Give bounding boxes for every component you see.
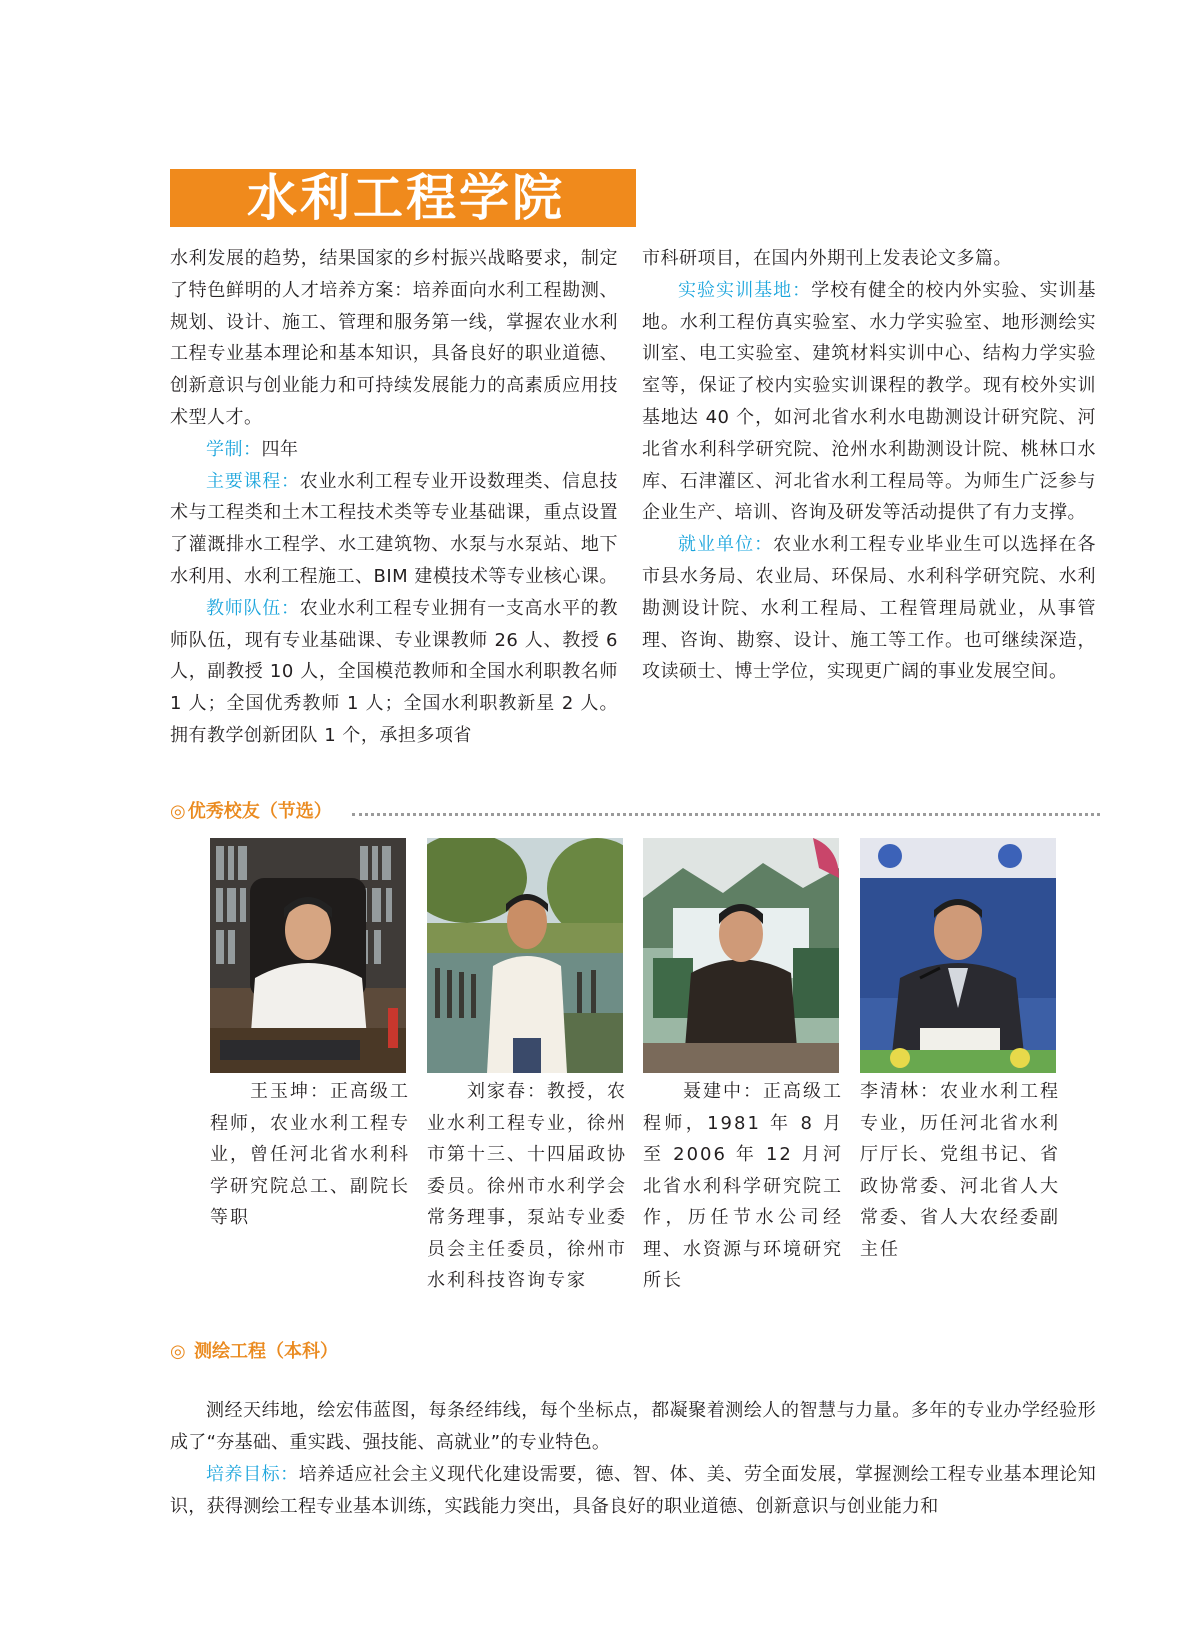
lab-label: 实验实训基地： — [678, 279, 812, 301]
college-title-banner — [170, 169, 636, 227]
speech-portrait-image — [860, 838, 1056, 1073]
alumni-caption-2: 刘家春：教授，农业水利工程专业，徐州市第十三、十四届政协委员。徐州市水利学会常务理事，泵站专业委员会主任委员，徐州市水利科技咨询专家 — [427, 1081, 627, 1291]
lab-text: 学校有健全的校内外实验、实训基地。水利工程仿真实验室、水力学实验室、地形测绘实训室、电工实验室、建筑材料实训中心、结构力学实验室等，保证了校内实验实训课程的教学。现有校外实训基地达 40 个，如河北省水利水电勘测设计研究院、河北省水利科学研究院、沧州水利勘测设计院、桃林口水库、石津灌区、河北省水利工程局等。为师生广泛参与企业生产、培训、咨询及研发等活动提供了有力支撑。 — [642, 279, 1097, 524]
alumni-caption-4: 李清林：农业水利工程专业，历任河北省水利厅厅长、党组书记、省政协常委、河北省人大常委、省人大农经委副主任 — [860, 1081, 1060, 1260]
duration-label: 学制： — [206, 438, 262, 460]
courses-text: 农业水利工程专业开设数理类、信息技术与工程类和土木工程技术类等专业基础课，重点设置了灌溉排水工程学、水工建筑物、水泵与水泵站、地下水利用、水利工程施工、BIM 建模技术等专业核心课。 — [170, 470, 619, 587]
employment-paragraph — [642, 529, 1096, 688]
painting-backdrop-portrait-image — [643, 838, 839, 1073]
duration-paragraph — [170, 434, 618, 466]
survey-section-title: 测绘工程（本科） — [194, 1341, 338, 1362]
alumni-photo-2 — [427, 838, 623, 1073]
page-title: 水利工程学院 — [247, 168, 565, 227]
alumni-photo-3 — [643, 838, 839, 1073]
employment-text: 农业水利工程专业毕业生可以选择在各市县水务局、农业局、环保局、水利科学研究院、水利勘测设计院、水利工程局、工程管理局就业，从事管理、咨询、勘察、设计、施工等工作。也可继续深造，攻读硕士、博士学位，实现更广阔的事业发展空间。 — [642, 534, 1097, 683]
right-column — [642, 243, 1096, 688]
left-column — [170, 243, 618, 752]
duration-text: 四年 — [261, 438, 299, 460]
alumni-section-title: 优秀校友（节选） — [187, 801, 332, 822]
dotted-divider — [352, 813, 1100, 816]
courses-paragraph — [170, 466, 618, 593]
lakeside-portrait-image — [427, 838, 623, 1073]
survey-section-heading — [170, 1340, 338, 1364]
bullet-circle-icon: ◎ — [170, 1341, 186, 1362]
continuation-paragraph: 市科研项目，在国内外期刊上发表论文多篇。 — [642, 248, 1012, 269]
survey-goal-text: 培养适应社会主义现代化建设需要，德、智、体、美、劳全面发展，掌握测绘工程专业基本理论知识，获得测绘工程专业基本训练，实践能力突出，具备良好的职业道德、创新意识与创业能力和 — [170, 1464, 1096, 1517]
survey-intro-paragraph: 测经天纬地，绘宏伟蓝图，每条经纬线，每个坐标点，都凝聚着测绘人的智慧与力量。多年的专业办学经验形成了“夯基础、重实践、强技能、高就业”的专业特色。 — [170, 1400, 1096, 1453]
courses-label: 主要课程： — [206, 470, 300, 492]
alumni-section-heading — [170, 800, 332, 824]
survey-goal-paragraph — [170, 1459, 1096, 1523]
faculty-text: 农业水利工程专业拥有一支高水平的教师队伍，现有专业基础课、专业课教师 26 人、教授 6 人，副教授 10 人，全国模范教师和全国水利职教名师 1 人；全国优秀教师 1 人；全国水利职教新星 2 人。拥有教学创新团队 1 个，承担多项省 — [170, 597, 619, 746]
office-portrait-image — [210, 838, 406, 1073]
faculty-paragraph — [170, 593, 618, 752]
faculty-label: 教师队伍： — [206, 597, 300, 619]
alumni-caption-3: 聂建中：正高级工程师，1981 年 8 月至 2006 年 12 月河北省水利科学研究院工作，历任节水公司经理、水资源与环境研究所长 — [643, 1081, 843, 1291]
alumni-photo-1 — [210, 838, 406, 1073]
alumni-caption-1: 王玉坤：正高级工程师，农业水利工程专业，曾任河北省水利科学研究院总工、副院长等职 — [210, 1081, 410, 1228]
lab-paragraph — [642, 275, 1096, 529]
employment-label: 就业单位： — [678, 534, 774, 556]
alumni-photo-4 — [860, 838, 1056, 1073]
bullet-circle-icon: ◎ — [170, 801, 186, 822]
survey-goal-label: 培养目标： — [206, 1464, 299, 1485]
intro-paragraph: 水利发展的趋势，结果国家的乡村振兴战略要求，制定了特色鲜明的人才培养方案：培养面向水利工程勘测、规划、设计、施工、管理和服务第一线，掌握农业水利工程专业基本理论和基本知识，具备良好的职业道德、创新意识与创业能力和可持续发展能力的高素质应用技术型人才。 — [170, 248, 618, 428]
